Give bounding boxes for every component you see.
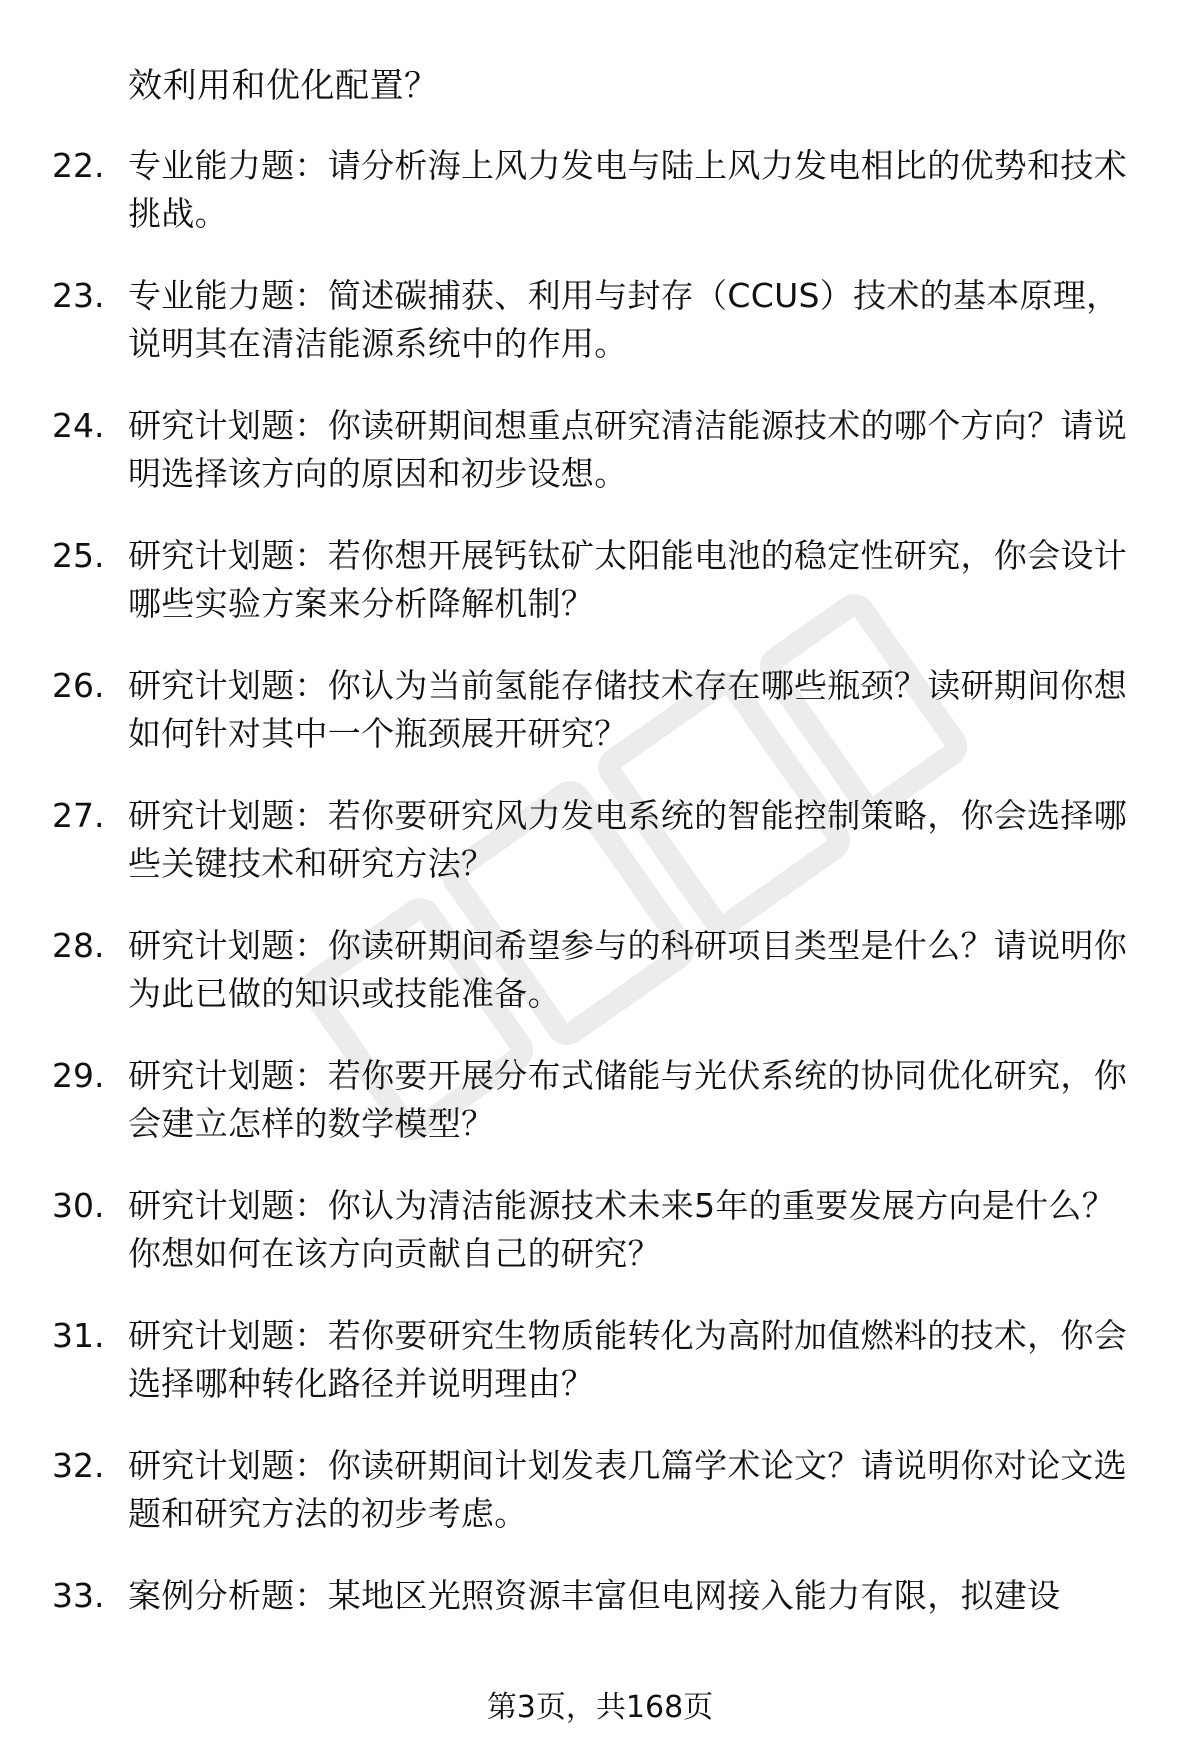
item-number: 25. — [52, 536, 105, 575]
list-item — [0, 532, 1200, 662]
item-text: 专业能力题：请分析海上风力发电与陆上风力发电相比的优势和技术挑战。 — [128, 146, 1127, 233]
list-item — [0, 792, 1200, 922]
item-text: 研究计划题：若你要研究风力发电系统的智能控制策略，你会选择哪些关键技术和研究方法？ — [128, 796, 1127, 883]
item-text: 研究计划题：你认为当前氢能存储技术存在哪些瓶颈？读研期间你想如何针对其中一个瓶颈展开研究？ — [128, 666, 1127, 753]
item-text: 案例分析题：某地区光照资源丰富但电网接入能力有限，拟建设 — [128, 1576, 1061, 1615]
list-item — [0, 142, 1200, 272]
continuation-text: 效利用和优化配置？ — [128, 66, 439, 106]
list-item — [0, 1442, 1200, 1572]
item-number: 26. — [52, 666, 105, 705]
item-text: 专业能力题：简述碳捕获、利用与封存（CCUS）技术的基本原理，说明其在清洁能源系统中的作用。 — [128, 276, 1120, 363]
item-text: 研究计划题：你读研期间希望参与的科研项目类型是什么？请说明你为此已做的知识或技能准备。 — [128, 926, 1127, 1013]
list-item — [0, 1572, 1200, 1702]
list-item — [0, 402, 1200, 532]
item-number: 29. — [52, 1056, 105, 1095]
item-number: 27. — [52, 796, 105, 835]
item-number: 28. — [52, 926, 105, 965]
page-footer: 第3页，共168页 — [486, 1690, 714, 1725]
list-item — [0, 1312, 1200, 1442]
item-text: 研究计划题：若你要开展分布式储能与光伏系统的协同优化研究，你会建立怎样的数学模型？ — [128, 1056, 1127, 1143]
item-number: 22. — [52, 146, 105, 185]
question-list — [0, 142, 1200, 1702]
item-number: 33. — [52, 1576, 105, 1615]
item-number: 23. — [52, 276, 105, 315]
item-text: 研究计划题：若你要研究生物质能转化为高附加值燃料的技术，你会选择哪种转化路径并说明理由？ — [128, 1316, 1127, 1403]
list-item — [0, 1182, 1200, 1312]
item-text: 研究计划题：你认为清洁能源技术未来5年的重要发展方向是什么？你想如何在该方向贡献自己的研究？ — [128, 1186, 1115, 1273]
item-number: 24. — [52, 406, 105, 445]
item-number: 30. — [52, 1186, 105, 1225]
item-text: 研究计划题：你读研期间想重点研究清洁能源技术的哪个方向？请说明选择该方向的原因和初步设想。 — [128, 406, 1127, 493]
list-item — [0, 1052, 1200, 1182]
list-item — [0, 272, 1200, 402]
item-number: 31. — [52, 1316, 105, 1355]
list-item — [0, 922, 1200, 1052]
item-text: 研究计划题：若你想开展钙钛矿太阳能电池的稳定性研究，你会设计哪些实验方案来分析降解机制？ — [128, 536, 1127, 623]
item-number: 32. — [52, 1446, 105, 1485]
item-text: 研究计划题：你读研期间计划发表几篇学术论文？请说明你对论文选题和研究方法的初步考虑。 — [128, 1446, 1127, 1533]
list-item — [0, 662, 1200, 792]
